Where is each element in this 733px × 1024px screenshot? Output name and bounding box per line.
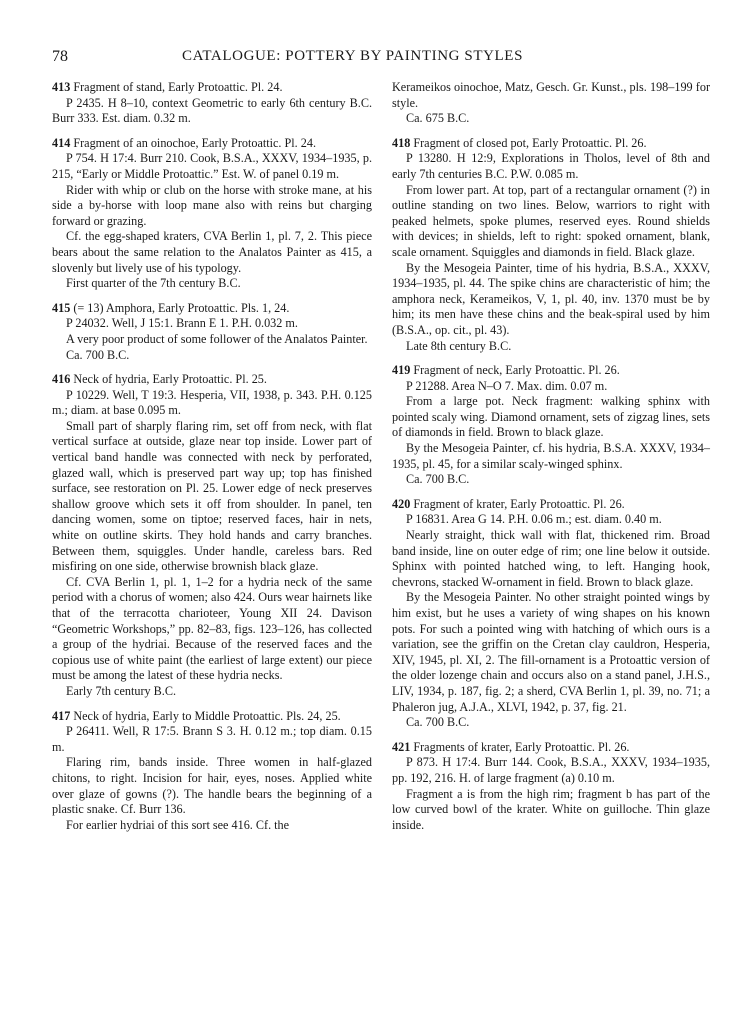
entry-heading [392,136,710,152]
catalogue-entry [52,80,372,127]
entry-paragraph: P 754. H 17:4. Burr 210. Cook, B.S.A., XXXV, 1934–1935, p. 215, “Early or Middle Protoattic.” Est. W. of panel 0.19 m. [52,151,372,181]
entry-title: (= 13) Amphora, Early Protoattic. Pls. 1, 24. [73,300,290,315]
entry-paragraph: By the Mesogeia Painter. No other straight pointed wings by him exist, but he uses a variety of wing shapes on his known pots. For such a pointed wing with hatching of which ours is a variation, see the griffin on the Cretan clay cauldron, Hesperia, XIV, 1945, pl. XI, 2. The fill-ornament is a Protoattic version of the older lozenge chain and occurs also on a stand panel, J.H.S., LIV, 1934, p. 187, fig. 2; a sherd, CVA Berlin 1, pl. 39, no. 71; a Phaleron jug, A.J.A., XLVI, 1942, p. 37, fig. 21. [392,590,710,714]
entry-paragraph: From a large pot. Neck fragment: walking sphinx with pointed scaly wing. Diamond ornament, sets of zigzag lines, sets of diamonds in field. Brown to black glaze. [392,394,710,440]
entry-heading [52,136,372,152]
entry-paragraph: P 21288. Area N–O 7. Max. dim. 0.07 m. [406,378,608,393]
entry-paragraph: P 10229. Well, T 19:3. Hesperia, VII, 1938, p. 343. P.H. 0.125 m.; diam. at base 0.095 m. [52,387,372,418]
entry-heading [392,363,710,379]
entry-paragraph: By the Mesogeia Painter, time of his hydria, B.S.A., XXXV, 1934–1935, pl. 44. The spike chins are characteristic of him; the amphora neck, Kerameikos, V, 1, pl. 40, inv. 1370 must be by him; its men have these chins and the beak-spiral used by him (B.S.A., op. cit., pl. 43). [392,260,710,337]
entry-heading [52,301,372,317]
catalogue-entry [392,80,710,127]
catalogue-entry [52,709,372,834]
page-header [52,48,709,68]
entry-paragraph: Fragment a is from the high rim; fragment b has part of the low curved bowl of the krater. White on guilloche. Thin glaze inside. [392,786,710,832]
entry-paragraph: Cf. CVA Berlin 1, pl. 1, 1–2 for a hydria neck of the same period with a chorus of women; also 424. Ours wear hairnets like that of the terracotta charioteer, Young XII 24. Davison “Geometric Workshops,” pp. 82–83, figs. 123–126, has collected a group of the hydriai. Because of the reserved faces and the copious use of white paint (the earliest of large extent) our piece must be among the latest of these hydria necks. [52,574,372,683]
entry-paragraph: Ca. 700 B.C. [406,472,470,487]
entry-number: 414 [52,135,71,150]
entry-number: 418 [392,135,411,150]
entry-title: Fragment of neck, Early Protoattic. Pl. 26. [413,363,620,378]
entry-paragraph: P 26411. Well, R 17:5. Brann S 3. H. 0.12 m.; top diam. 0.15 m. [52,724,372,754]
entry-paragraph: Nearly straight, thick wall with flat, thickened rim. Broad band inside, line on outer edge of rim; one line below it outside. Sphinx with pointed hatched wing, to left. Hanging hook, chevrons, stacked W-ornament in field. Brown to black glaze. [392,528,710,589]
entry-title: Fragment of stand, Early Protoattic. Pl. 24. [73,80,283,94]
entry-paragraph: P 13280. H 12:9, Explorations in Tholos, level of 8th and early 7th centuries B.C. P.W. 0.085 m. [392,151,710,181]
entry-paragraph: First quarter of the 7th century B.C. [66,276,241,291]
entry-number: 415 [52,300,71,315]
entry-paragraph: Kerameikos oinochoe, Matz, Gesch. Gr. Kunst., pls. 198–199 for style. [392,80,710,110]
entry-paragraph: Rider with whip or club on the horse with stroke mane, at his side a by-horse with loop mane also with reins but charging forward or grazing. [52,182,372,228]
entry-paragraph: By the Mesogeia Painter, cf. his hydria, B.S.A. XXXV, 1934–1935, pl. 45, for a similar scaly-winged sphinx. [392,441,710,471]
entry-title: Fragment of krater, Early Protoattic. Pl. 26. [413,496,625,511]
entry-paragraph: A very poor product of some follower of the Analatos Painter. [66,331,368,346]
entry-title: Fragment of an oinochoe, Early Protoattic. Pl. 24. [73,135,317,150]
entry-paragraph: Ca. 675 B.C. [406,111,470,126]
entry-paragraph: Early 7th century B.C. [66,683,177,698]
entry-heading [52,80,372,96]
entry-paragraph: Cf. the egg-shaped kraters, CVA Berlin 1, pl. 7, 2. This piece bears about the same relation to the Analatos Painter as 415, a slovenly but lively use of his typology. [52,229,372,275]
catalogue-entry [392,497,710,731]
entry-paragraph: P 2435. H 8–10, context Geometric to early 6th century B.C. Burr 333. Est. diam. 0.32 m. [52,95,372,126]
entry-title: Fragments of krater, Early Protoattic. Pl. 26. [413,739,630,754]
entry-paragraph: Small part of sharply flaring rim, set off from neck, with flat vertical surface at outside, glaze near top inside. Lower part of vertical band handle was connected with neck by perforated, glazed wall, which is preserved part way up; top has finished surface, see restoration on Pl. 25. Lower edge of neck preserves shallow groove which sets it off from shoulder. In panel, ten dancing women, some on tiptoe; reserved faces, hair in nets, white on outline skirts. They hold hands and carry branches. Between them, squiggles. Under handle, careless bars. Red misfiring on one side, otherwise brownish black glaze. [52,418,372,574]
entry-number: 416 [52,372,71,387]
entry-paragraph: Ca. 700 B.C. [66,347,130,362]
entry-title: Neck of hydria, Early to Middle Protoattic. Pls. 24, 25. [73,708,341,723]
page-number: 78 [52,48,68,65]
left-column [52,80,372,842]
catalogue-entry [52,372,372,699]
entry-number: 413 [52,80,71,94]
entry-heading [392,740,710,756]
catalogue-entry [52,301,372,363]
entry-paragraph: Flaring rim, bands inside. Three women in half-glazed chitons, to right. Incision for hair, eyes, noses. Applied white over glaze of gowns (?). The handle bears the beginning of a plastic snake. Cf. Burr 136. [52,755,372,817]
entry-number: 419 [392,363,411,378]
entry-paragraph: P 873. H 17:4. Burr 144. Cook, B.S.A., XXXV, 1934–1935, pp. 192, 216. H. of large fragment (a) 0.10 m. [392,755,710,785]
catalogue-entry [392,740,710,834]
entry-heading [52,709,372,725]
entry-heading [392,497,710,513]
catalogue-entry [392,136,710,354]
entry-paragraph: For earlier hydriai of this sort see 416. Cf. the [66,817,290,832]
catalogue-entry [52,136,372,292]
entry-paragraph: Ca. 700 B.C. [406,715,470,730]
entry-paragraph: Late 8th century B.C. [406,338,512,353]
entry-number: 417 [52,708,71,723]
running-title: CATALOGUE: POTTERY BY PAINTING STYLES [182,48,524,64]
entry-heading [52,372,372,388]
entry-paragraph: P 16831. Area G 14. P.H. 0.06 m.; est. diam. 0.40 m. [406,512,662,527]
entry-number: 421 [392,739,411,754]
entry-number: 420 [392,496,411,511]
entry-title: Neck of hydria, Early Protoattic. Pl. 25. [73,372,267,387]
catalogue-entry [392,363,710,488]
entry-paragraph: From lower part. At top, part of a rectangular ornament (?) in outline standing on two lines. Below, warriors to right with peaked helmets, spoke plumes, reserved eyes. Round shields with devices; in shields, left to right: spoked ornament, blank, scale ornament. Squiggles and diamonds in field. Black glaze. [392,182,710,259]
entry-paragraph: P 24032. Well, J 15:1. Brann E 1. P.H. 0.032 m. [66,316,298,331]
right-column [392,80,710,842]
entry-title: Fragment of closed pot, Early Protoattic. Pl. 26. [413,135,647,150]
